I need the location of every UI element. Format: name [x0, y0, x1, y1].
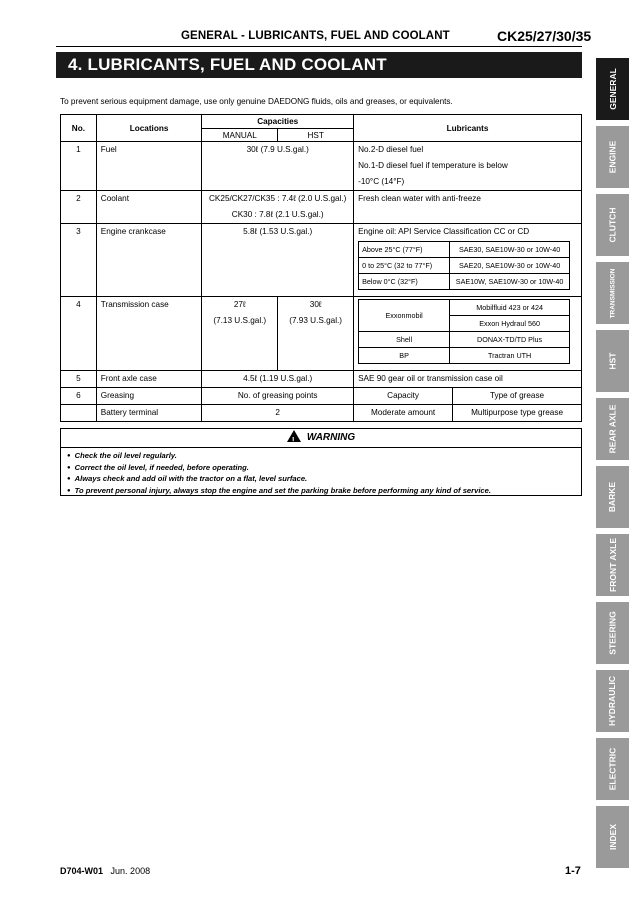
tab-steering[interactable]	[596, 602, 629, 664]
manual-capacity: (7.13 U.S.gal.)	[213, 316, 267, 325]
oil-grade: SAE10W, SAE10W-30 or 10W-40	[450, 274, 570, 290]
tab-label: HYDRAULIC	[607, 675, 618, 727]
tab-label: TRANSMISSION	[609, 268, 616, 318]
row-location: Front axle case	[100, 374, 157, 383]
tab-label: FRONT AXLE	[607, 538, 618, 592]
tab-label: REAR AXLE	[607, 404, 618, 454]
tab-label: ENGINE	[607, 140, 618, 174]
grease-type: Multipurpose type grease	[471, 408, 564, 417]
intro-text: To prevent serious equipment damage, use only genuine DAEDONG fluids, oils and greases, or equivalents.	[60, 97, 453, 106]
oil-grade: Exxon Hydraul 560	[450, 316, 570, 332]
table-row	[61, 191, 582, 224]
engine-oil-subtable	[358, 241, 570, 290]
row-no: 1	[76, 145, 81, 154]
doc-date: Jun. 2008	[110, 866, 151, 876]
footer-doc	[60, 866, 150, 876]
tab-label: INDEX	[607, 824, 618, 850]
tab-label: HST	[607, 352, 618, 370]
row-location: Engine crankcase	[100, 227, 166, 236]
tab-barke[interactable]	[596, 466, 629, 528]
row-location: Transmission case	[100, 300, 169, 309]
warning-item: ● Always check and add oil with the tractor on a flat, level surface.	[67, 473, 581, 485]
model-number: CK25/27/30/35	[497, 28, 592, 44]
table-row	[61, 371, 582, 388]
section-header: GENERAL - LUBRICANTS, FUEL AND COOLANT	[181, 30, 450, 42]
tab-label: GENERAL	[607, 68, 618, 110]
row-lubricant: Engine oil: API Service Classification CC or CD	[358, 227, 530, 236]
tab-label: BARKE	[607, 481, 618, 513]
hst-capacity: (7.93 U.S.gal.)	[289, 316, 343, 325]
table-row	[61, 142, 582, 191]
row-location: Battery terminal	[100, 408, 159, 417]
tab-hst[interactable]	[596, 330, 629, 392]
row-capacity: No. of greasing points	[237, 391, 318, 400]
tab-clutch[interactable]	[596, 194, 629, 256]
temp-range: 0 to 25°C (32 to 77°F)	[359, 258, 450, 274]
warning-triangle-icon: !	[287, 430, 301, 442]
warning-item: ● Correct the oil level, if needed, before operating.	[67, 462, 581, 474]
table-row	[61, 297, 582, 371]
brand: Exxonmobil	[359, 300, 450, 332]
brand: Shell	[359, 332, 450, 348]
warning-box	[60, 428, 582, 496]
row-no: 3	[76, 227, 81, 236]
row-location: Greasing	[100, 391, 135, 400]
tab-engine[interactable]	[596, 126, 629, 188]
table-row	[61, 388, 582, 405]
row-capacity: 4.5ℓ (1.19 U.S.gal.)	[243, 374, 313, 383]
row-capacity: CK25/CK27/CK35 : 7.4ℓ (2.0 U.S.gal.)	[209, 194, 347, 203]
doc-code: D704-W01	[60, 866, 104, 876]
tab-transmission[interactable]	[596, 262, 629, 324]
tab-electric[interactable]	[596, 738, 629, 800]
warning-title: WARNING	[306, 432, 356, 443]
row-no: 4	[76, 300, 81, 309]
hst-capacity: 30ℓ	[309, 300, 322, 309]
tab-general[interactable]	[596, 58, 629, 120]
page-title: 4. LUBRICANTS, FUEL AND COOLANT	[56, 52, 582, 78]
table-row	[61, 224, 582, 297]
manual-capacity: 27ℓ	[233, 300, 246, 309]
tab-label: STEERING	[607, 611, 618, 655]
row-no: 6	[76, 391, 81, 400]
row-capacity: 5.8ℓ (1.53 U.S.gal.)	[243, 227, 313, 236]
table-row	[61, 405, 582, 422]
row-lubricant: No.1-D diesel fuel if temperature is below	[358, 161, 508, 170]
tab-front-axle[interactable]	[596, 534, 629, 596]
tab-rear-axle[interactable]	[596, 398, 629, 460]
row-lubricant: No.2-D diesel fuel	[358, 145, 424, 154]
tab-hydraulic[interactable]	[596, 670, 629, 732]
col-no: No.	[61, 115, 97, 142]
warning-item: ● Check the oil level regularly.	[67, 450, 581, 462]
warning-list	[61, 450, 581, 496]
oil-grade: Tractran UTH	[450, 348, 570, 364]
col-lubricants: Lubricants	[354, 115, 582, 142]
temp-range: Above 25°C (77°F)	[359, 242, 450, 258]
row-lubricant: Fresh clean water with anti-freeze	[358, 194, 481, 203]
col-locations: Locations	[96, 115, 202, 142]
lubricants-table	[60, 114, 582, 422]
grease-type-header: Type of grease	[489, 391, 545, 400]
oil-grade: SAE30, SAE10W-30 or 10W-40	[450, 242, 570, 258]
page-number: 1-7	[565, 865, 581, 877]
temp-range: Below 0°C (32°F)	[359, 274, 450, 290]
grease-capacity: Moderate amount	[354, 405, 453, 421]
row-no: 2	[76, 194, 81, 203]
oil-grade: Mobilfluid 423 or 424	[450, 300, 570, 316]
col-hst: HST	[278, 129, 354, 142]
tab-index[interactable]	[596, 806, 629, 868]
oil-grade: DONAX-TD/TD Plus	[450, 332, 570, 348]
grease-capacity-header: Capacity	[354, 388, 453, 404]
row-capacity: 2	[275, 408, 280, 417]
col-capacities: Capacities	[202, 115, 354, 129]
tab-label: CLUTCH	[607, 207, 618, 243]
row-lubricant: -10°C (14°F)	[358, 177, 405, 186]
row-capacity: CK30 : 7.8ℓ (2.1 U.S.gal.)	[231, 210, 324, 219]
brand: BP	[359, 348, 450, 364]
col-manual: MANUAL	[202, 129, 278, 142]
warning-header	[61, 429, 581, 448]
row-location: Coolant	[100, 194, 130, 203]
row-lubricant: SAE 90 gear oil or transmission case oil	[358, 374, 503, 383]
row-capacity: 30ℓ (7.9 U.S.gal.)	[246, 145, 309, 154]
warning-item: ● To prevent personal injury, always stop the engine and set the parking brake before performing any kind of service.	[67, 485, 581, 497]
transmission-oil-subtable	[358, 299, 570, 364]
row-location: Fuel	[100, 145, 117, 154]
oil-grade: SAE20, SAE10W-30 or 10W-40	[450, 258, 570, 274]
header-rule	[56, 46, 582, 47]
row-no: 5	[76, 374, 81, 383]
tab-label: ELECTRIC	[607, 747, 618, 791]
